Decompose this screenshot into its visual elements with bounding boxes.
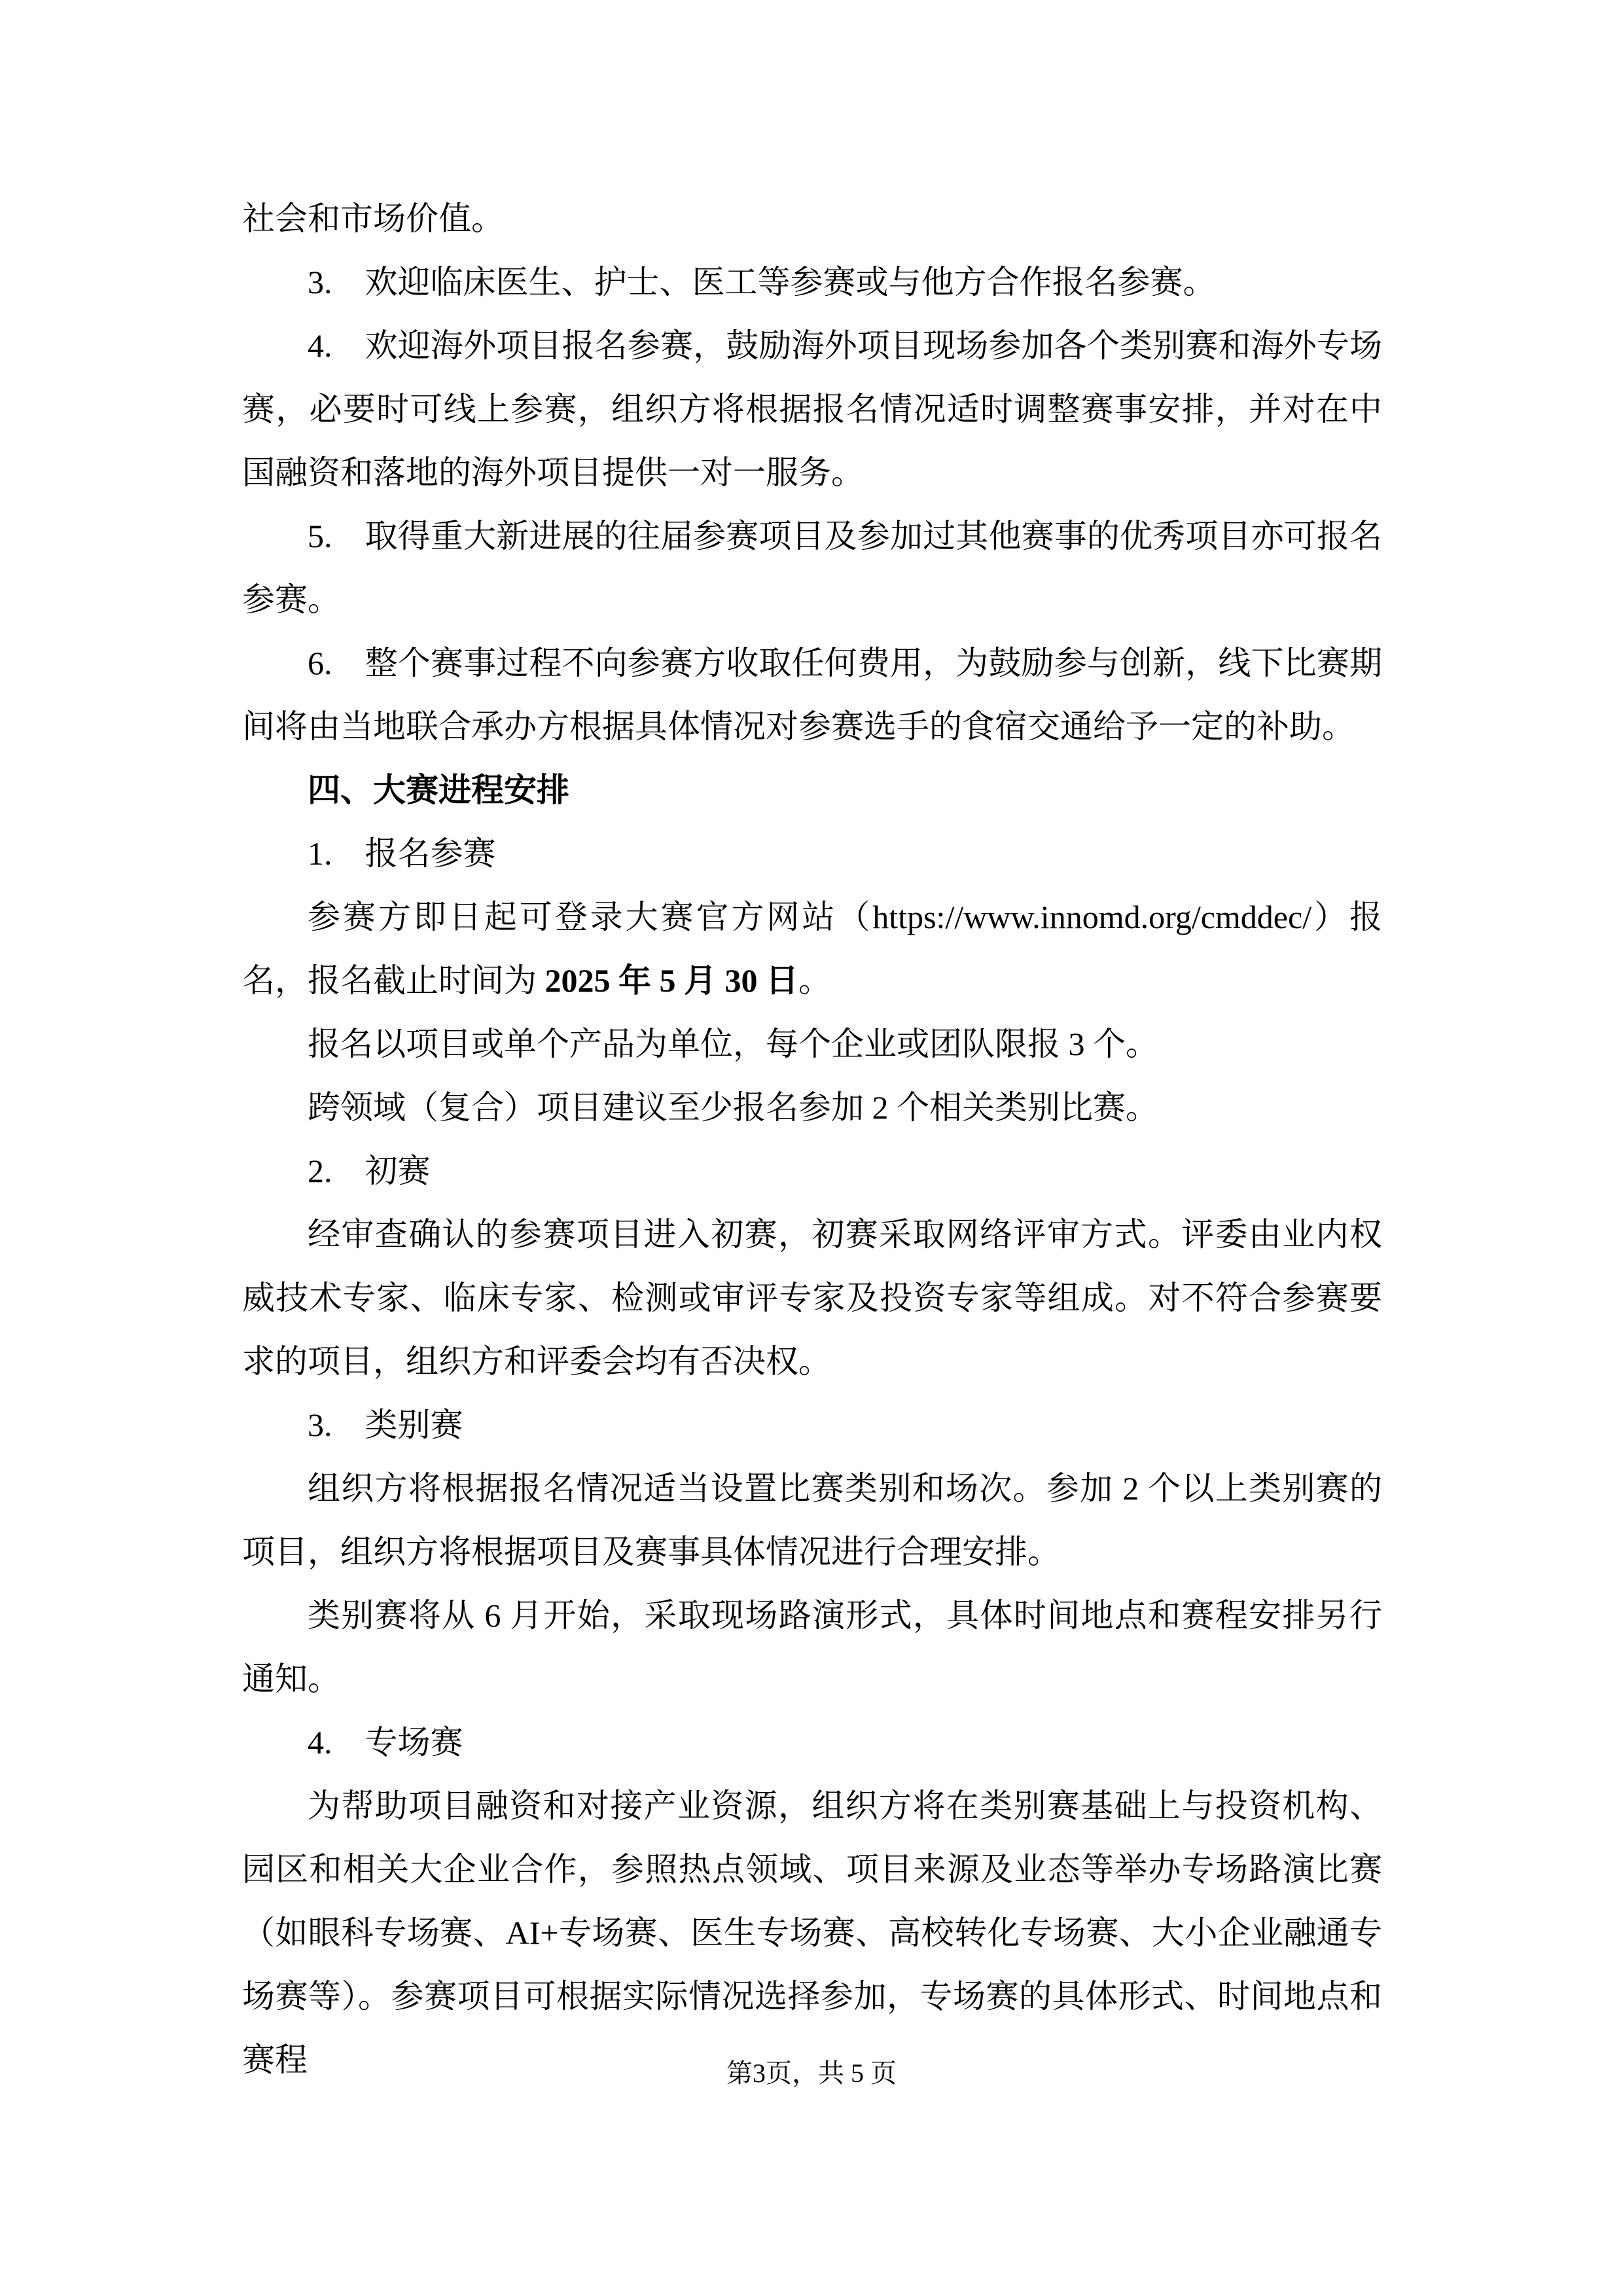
list-item-5-past-projects: 5. 取得重大新进展的往届参赛项目及参加过其他赛事的优秀项目亦可报名参赛。 <box>242 518 1382 618</box>
document-body <box>242 187 1382 2092</box>
section-heading-schedule: 四、大赛进程安排 <box>308 772 569 808</box>
paragraph-continuation: 社会和市场价值。 <box>242 200 504 237</box>
paragraph-entry-limit: 报名以项目或单个产品为单位，每个企业或团队限报 3 个。 <box>308 1026 1158 1062</box>
signup-website-text: 参赛方即日起可登录大赛官方网站（https://www.innomd.org/cmddec/）报名，报名截止时间为 <box>242 899 1382 999</box>
list-item-6-no-fees: 6. 整个赛事过程不向参赛方收取任何费用，为鼓励参与创新，线下比赛期间将由当地联合承办方根据具体情况对参赛选手的食宿交通给予一定的补助。 <box>242 645 1382 745</box>
paragraph-category-start: 类别赛将从 6 月开始，采取现场路演形式，具体时间地点和赛程安排另行通知。 <box>242 1597 1382 1697</box>
paragraph-category-arrangement: 组织方将根据报名情况适当设置比赛类别和场次。参加 2 个以上类别赛的项目，组织方将根据项目及赛事具体情况进行合理安排。 <box>242 1470 1382 1570</box>
sub-item-3-category: 3. 类别赛 <box>308 1407 463 1443</box>
sentence-period: 。 <box>798 962 831 999</box>
list-item-4-overseas: 4. 欢迎海外项目报名参赛，鼓励海外项目现场参加各个类别赛和海外专场赛，必要时可线上参赛，组织方将根据报名情况适时调整赛事安排，并对在中国融资和落地的海外项目提供一对一服务。 <box>242 327 1382 491</box>
paragraph-special-detail: 为帮助项目融资和对接产业资源，组织方将在类别赛基础上与投资机构、园区和相关大企业合作，参照热点领域、项目来源及业态等举办专场路演比赛（如眼科专场赛、AI+专场赛、医生专场赛、高校转化专场赛、大小企业融通专场赛等）。参赛项目可根据实际情况选择参加，专场赛的具体形式、时间地点和赛程 <box>242 1787 1382 2078</box>
sub-item-1-signup: 1. 报名参赛 <box>308 835 496 872</box>
sub-item-4-special: 4. 专场赛 <box>308 1724 463 1761</box>
paragraph-cross-domain: 跨领域（复合）项目建议至少报名参加 2 个相关类别比赛。 <box>308 1089 1158 1126</box>
paragraph-preliminary-detail: 经审查确认的参赛项目进入初赛，初赛采取网络评审方式。评委由业内权威技术专家、临床专家、检测或审评专家及投资专家等组成。对不符合参赛要求的项目，组织方和评委会均有否决权。 <box>242 1216 1382 1380</box>
deadline-date: 2025 年 5 月 30 日 <box>544 962 798 999</box>
list-item-3-clinicians: 3. 欢迎临床医生、护士、医工等参赛或与他方合作报名参赛。 <box>308 264 1216 300</box>
paragraph-signup-deadline <box>242 886 1382 1013</box>
sub-item-2-preliminary: 2. 初赛 <box>308 1153 431 1189</box>
page-number-footer: 第3页，共 5 页 <box>726 2058 897 2088</box>
